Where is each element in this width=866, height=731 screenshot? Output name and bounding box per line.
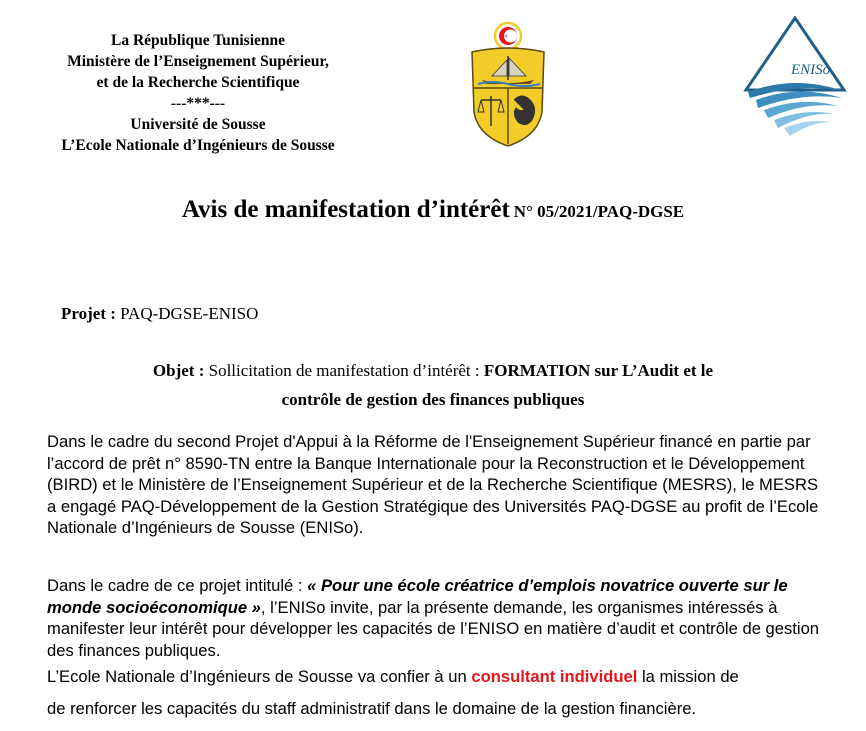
eniso-logo (742, 16, 848, 142)
paragraph3-rest: la mission de (641, 667, 739, 686)
paragraph2-rest: , l’ENISo invite, par la présente demande, les organismes intéressés à manifester leur intérêt pour développer les capacités de l’ENISO en matière d’audit et contrôle de gestion des finances publiques. (47, 597, 820, 660)
objet-bold-part1: FORMATION sur L’Audit et le (483, 361, 714, 380)
title-number: N° 05/2021/PAQ-DGSE (513, 202, 685, 221)
header-line-ministry-cont: et de la Recherche Scientifique (96, 74, 300, 91)
projet-value: PAQ-DGSE-ENISO (120, 304, 259, 323)
objet-block (60, 356, 806, 414)
paragraph2-quote: « Pour une école créatrice d’emplois novatrice ouverte sur le monde socioéconomique » (47, 576, 788, 617)
header-line-ministry: Ministère de l’Enseignement Supérieur, (67, 53, 329, 70)
eniso-logo-text: ENISo (791, 62, 831, 78)
header-line-republic: La République Tunisienne (110, 32, 286, 49)
paragraph-project (47, 575, 827, 661)
paragraph-context (47, 431, 827, 539)
header-line-school: L’Ecole Nationale d’Ingénieurs de Sousse (61, 137, 335, 154)
objet-bold-part2: contrôle de gestion des finances publiques (281, 390, 585, 409)
paragraph2-intro: Dans le cadre de ce projet intitulé : (47, 576, 303, 595)
paragraph1-text: Dans le cadre du second Projet d'Appui à la Réforme de l'Enseignement Supérieur financé en partie par l’accord de prêt n° 8590-TN entre la Banque Internationale pour la Reconstruction et le Développement (BIRD) et le Ministère de l’Enseignement Supérieur et de la Recherche Scientifique (MESRS), le MESRS a engagé PAQ-Développement de la Gestion Stratégique des Universités PAQ-DGSE au profit de l’Ecole Nationale d’Ingénieurs de Sousse (ENISo). (47, 432, 819, 537)
title-main: Avis de manifestation d’intérêt (181, 196, 510, 223)
tunisia-coat-of-arms-icon (462, 20, 554, 148)
paragraph-mission (47, 666, 827, 719)
document-title (0, 196, 866, 224)
projet-label: Projet : (61, 304, 116, 323)
projet-line (61, 304, 258, 324)
header-separator: ---***--- (170, 95, 226, 112)
header-line-university: Université de Sousse (130, 116, 266, 133)
paragraph3-line2: de renforcer les capacités du staff administratif dans le domaine de la gestion financière. (47, 698, 697, 718)
objet-text: Sollicitation de manifestation d’intérêt : (208, 361, 480, 380)
paragraph3-intro: L’Ecole Nationale d’Ingénieurs de Sousse va confier à un (47, 667, 467, 686)
paragraph3-highlight: consultant individuel (471, 667, 638, 686)
institution-header (18, 30, 378, 156)
objet-label: Objet : (152, 361, 205, 380)
